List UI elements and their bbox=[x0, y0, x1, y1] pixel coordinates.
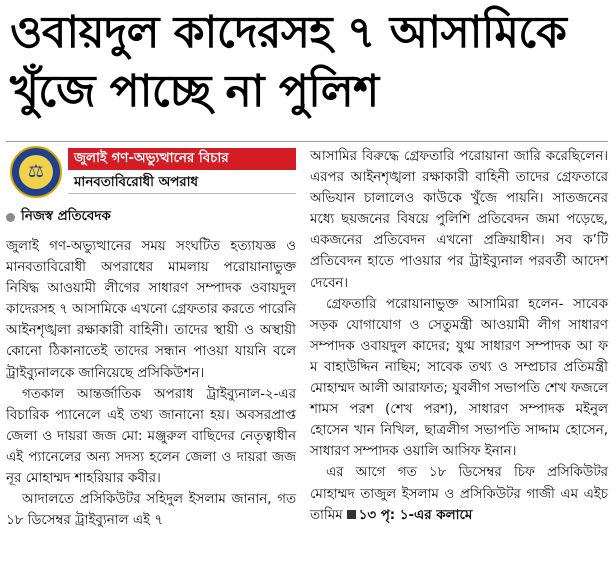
paragraph: গতকাল আন্তর্জাতিক অপরাধ ট্রাইব্যুনাল-২-এর বিচারিক প্যানেলে এই তথ্য জানানো হয়। অবসরপ্রাপ্ত জেলা ও দায়রা জজ মো: মঞ্জুরুল বাছিদের নেতৃত্বাধীন এই প্যানেলের অন্য সদস্য হলেন জেলা ও দায়রা জজ নূর মোহাম্মদ শাহরিয়ার কবীর। bbox=[6, 386, 296, 487]
banner-category: জুলাই গণ-অভ্যুত্থানের বিচার bbox=[68, 148, 296, 170]
headline-divider bbox=[6, 141, 608, 142]
scales-of-justice-emblem-icon bbox=[10, 146, 62, 198]
headline bbox=[10, 4, 606, 122]
paragraph-last bbox=[310, 462, 608, 525]
paragraph: জুলাই গণ-অভ্যুত্থানের সময় সংঘটিত হত্যাযজ্ঞ ও মানবতাবিরোধী অপরাধের মামলায় পরোয়ানাভুক্ত নিষিদ্ধ আওয়ামী লীগের সাধারণ সম্পাদক ওবায়দুল কাদেরসহ ৭ আসামিকে এখনো গ্রেফতার করতে পারেনি আইনশৃঙ্খলা রক্ষাকারী বাহিনী। তাদের স্থায়ী ও অস্থায়ী কোনো ঠিকানাতেই তাদের সন্ধান পাওয়া যায়নি বলে ট্রাইব্যুনালকে জানিয়েছে প্রসিকিউশন। bbox=[6, 239, 297, 381]
paragraph: আসামির বিরুদ্ধে গ্রেফতারি পরোয়ানা জারি করেছিলেন। এরপর আইনশৃঙ্খলা রক্ষাকারী বাহিনী তাদের গ্রেফতারে অভিযান চালালেও কাউকে খুঁজে পায়নি। সাতজনের মধ্যে ছয়জনের বিষয়ে পুলিশি প্রতিবেদন জমা পড়েছে, একজনের প্রতিবেদন এখনো প্রক্রিয়াধীন। সব ক’টি প্রতিবেদন হাতে পাওয়ার পর ট্রাইব্যুনাল পরবর্তী আদেশ দেবেন। bbox=[310, 149, 608, 291]
continuation-link[interactable]: ১৩ পৃ: ১-এর কলামে bbox=[358, 507, 473, 523]
paragraph: আদালতে প্রসিকিউটর সহিদুল ইসলাম জানান, গত ১৮ ডিসেম্বর ট্রাইব্যুনাল এই ৭ bbox=[6, 492, 296, 529]
headline-line-2: খুঁজে পাচ্ছে না পুলিশ bbox=[10, 65, 379, 117]
square-icon bbox=[347, 510, 356, 519]
paragraph: গ্রেফতারি পরোয়ানাভুক্ত আসামিরা হলেন- সাবেক সড়ক যোগাযোগ ও সেতুমন্ত্রী আওয়ামী লীগ সাধারণ সম্পাদক ওবায়দুল কাদের; যুগ্ম সাধারণ সম্পাদক আ ফ ম বাহাউদ্দিন নাছিম; সাবেক তথ্য ও সম্প্রচার প্রতিমন্ত্রী মোহাম্মদ আলী আরাফাত; যুবলীগ সভাপতি শেখ ফজলে শামস পরশ (শেখ পরশ), সাধারণ সম্পাদক মইনুল হোসেন খান নিখিল, ছাত্রলীগ সভাপতি সাদ্দাম হোসেন, সাধারণ সম্পাদক ওয়ালি আসিফ ইনান। bbox=[310, 296, 608, 460]
article-column-left bbox=[6, 146, 296, 531]
article-column-right bbox=[310, 146, 608, 526]
section-banner bbox=[6, 146, 296, 198]
banner-subcategory: মানবতাবিরোধী অপরাধ bbox=[68, 172, 296, 194]
scales-icon: ⚖ bbox=[19, 155, 53, 189]
bullet-icon bbox=[6, 213, 15, 222]
byline bbox=[6, 206, 296, 228]
paragraph-text: এর আগে গত ১৮ ডিসেম্বর চিফ প্রসিকিউটর মোহাম্মদ তাজুল ইসলাম ও প্রসিকিউটর গাজী এম এইচ তামিম bbox=[310, 465, 608, 523]
byline-text: নিজস্ব প্রতিবেদক bbox=[21, 209, 111, 224]
headline-line-1: ওবায়দুল কাদেরসহ ৭ আসামিকে bbox=[10, 7, 567, 58]
